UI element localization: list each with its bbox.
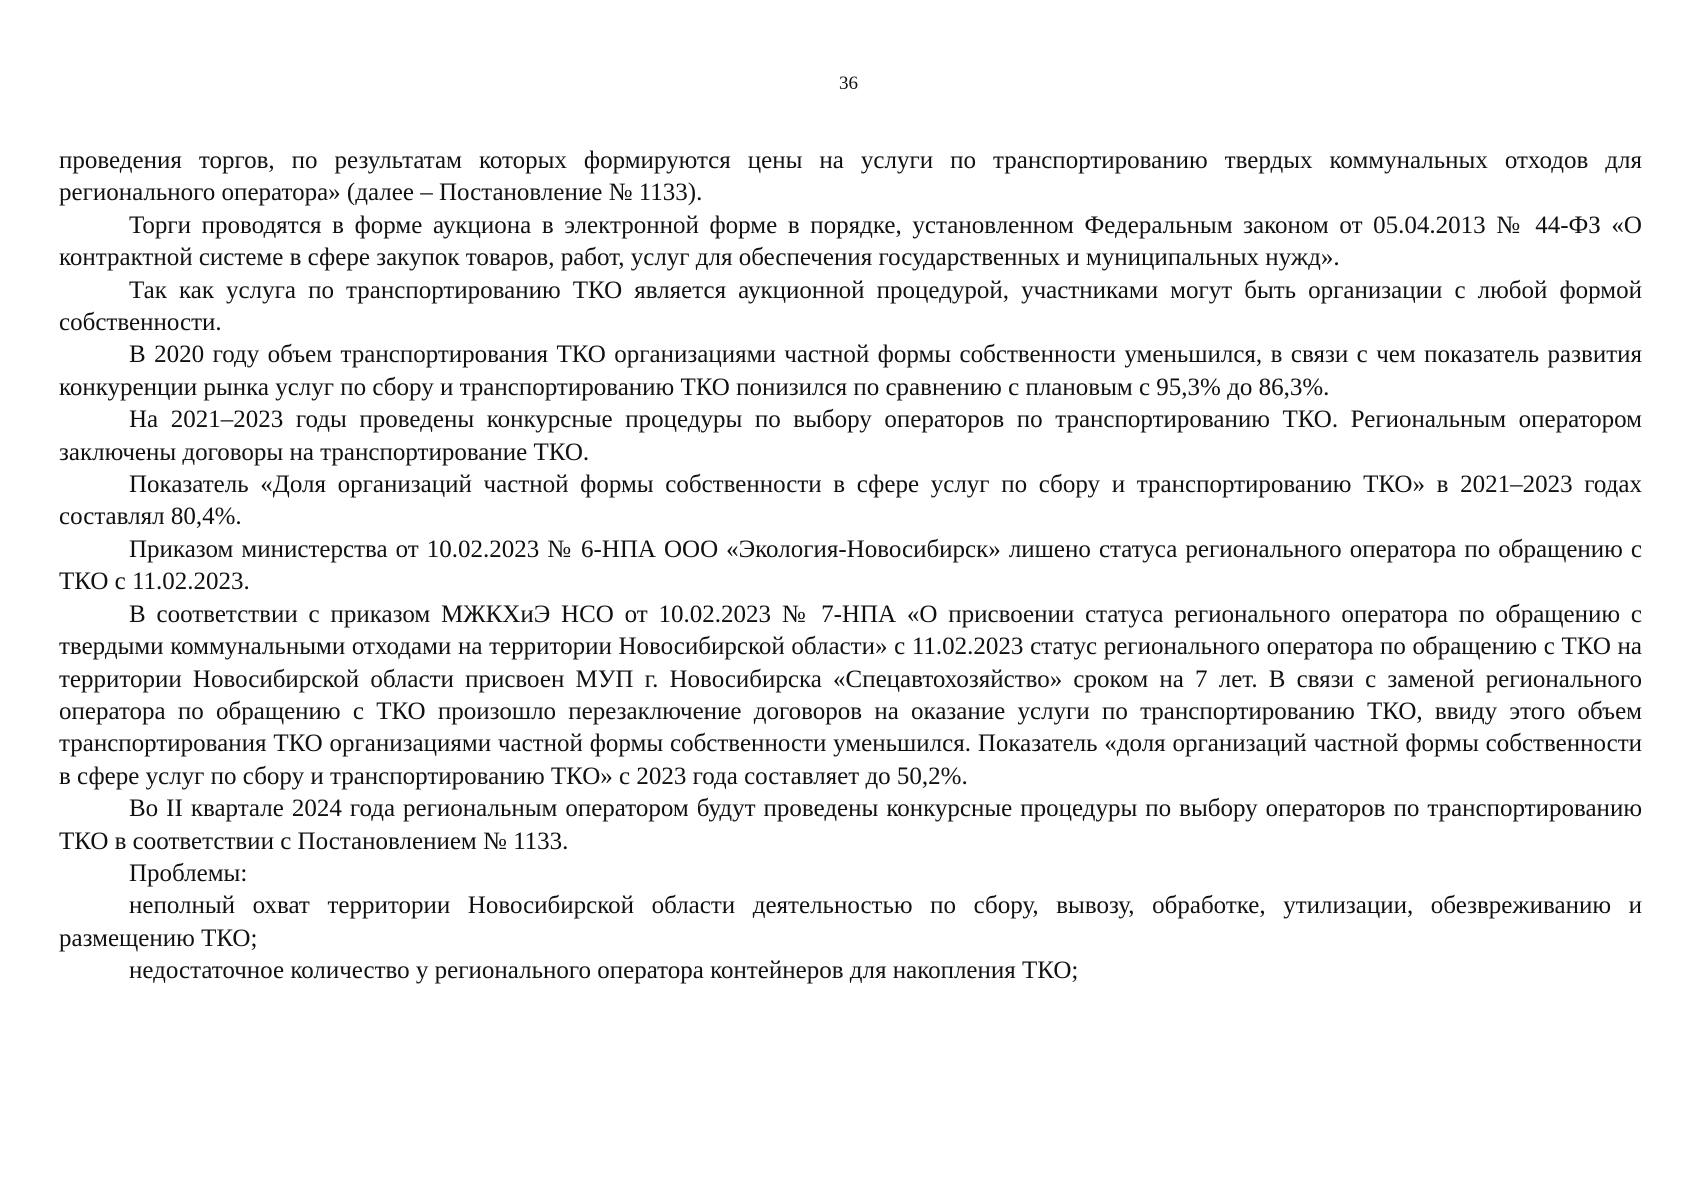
paragraph-auction-rules: Торги проводятся в форме аукциона в электронной форме в порядке, установленном Федеральным законом от 05.04.2013 № 44-ФЗ «О контрактной системе в сфере закупок товаров, работ, услуг для обеспечения государственных и муниципальных нужд». [59, 211, 1642, 272]
paragraph-new-operator: В соответствии с приказом МЖКХиЭ НСО от 10.02.2023 № 7-НПА «О присвоении статуса регионального оператора по обращению с твердыми коммунальными отходами на территории Новосибирской области» с 11.02.2023 статус регионального оператора по обращению с ТКО на территории Новосибирской области присвоен МУП г. Новосибирска «Спецавтохозяйство» сроком на 7 лет. В связи с заменой регионального оператора по обращению с ТКО произошло перезаключение договоров на оказание услуги по транспортированию ТКО, ввиду этого объем транспортирования ТКО организациями частной формы собственности уменьшился. Показатель «доля организаций частной формы собственности в сфере услуг по сбору и транспортированию ТКО» с 2023 года составляет до 50,2%. [59, 600, 1642, 790]
document-body [59, 145, 1642, 988]
paragraph-2020-volume: В 2020 году объем транспортирования ТКО организациями частной формы собственности уменьшился, в связи с чем показатель развития конкуренции рынка услуг по сбору и транспортированию ТКО понизился по сравнению с плановым с 95,3% до 86,3%. [59, 341, 1642, 401]
paragraph-2024-procedures: Во II квартале 2024 года региональным оператором будут проведены конкурсные процедуры по выбору операторов по транспортированию ТКО в соответствии с Постановлением № 1133. [59, 795, 1642, 855]
paragraph-ministry-order: Приказом министерства от 10.02.2023 № 6-НПА ООО «Экология-Новосибирск» лишено статуса регионального оператора по обращению с ТКО с 11.02.2023. [59, 535, 1642, 596]
paragraph-2021-2023-procedures: На 2021–2023 годы проведены конкурсные процедуры по выбору операторов по транспортированию ТКО. Региональным оператором заключены договоры на транспортирование ТКО. [59, 406, 1642, 466]
paragraph-private-share-indicator: Показатель «Доля организаций частной формы собственности в сфере услуг по сбору и транспортированию ТКО» в 2021–2023 годах составлял 80,4%. [59, 471, 1642, 531]
paragraph-participants: Так как услуга по транспортированию ТКО является аукционной процедурой, участниками могут быть организации с любой формой собственности. [59, 276, 1642, 337]
problems-heading: Проблемы: [129, 859, 248, 887]
problem-item-coverage: неполный охват территории Новосибирской области деятельностью по сбору, вывозу, обработке, утилизации, обезвреживанию и размещению ТКО; [59, 892, 1642, 952]
page-number: 36 [839, 73, 858, 94]
paragraph-continuation: проведения торгов, по результатам которых формируются цены на услуги по транспортированию твердых коммунальных отходов для регионального оператора» (далее – Постановление № 1133). [59, 147, 1642, 207]
problem-item-containers: недостаточное количество у регионального оператора контейнеров для накопления ТКО; [129, 957, 1079, 985]
